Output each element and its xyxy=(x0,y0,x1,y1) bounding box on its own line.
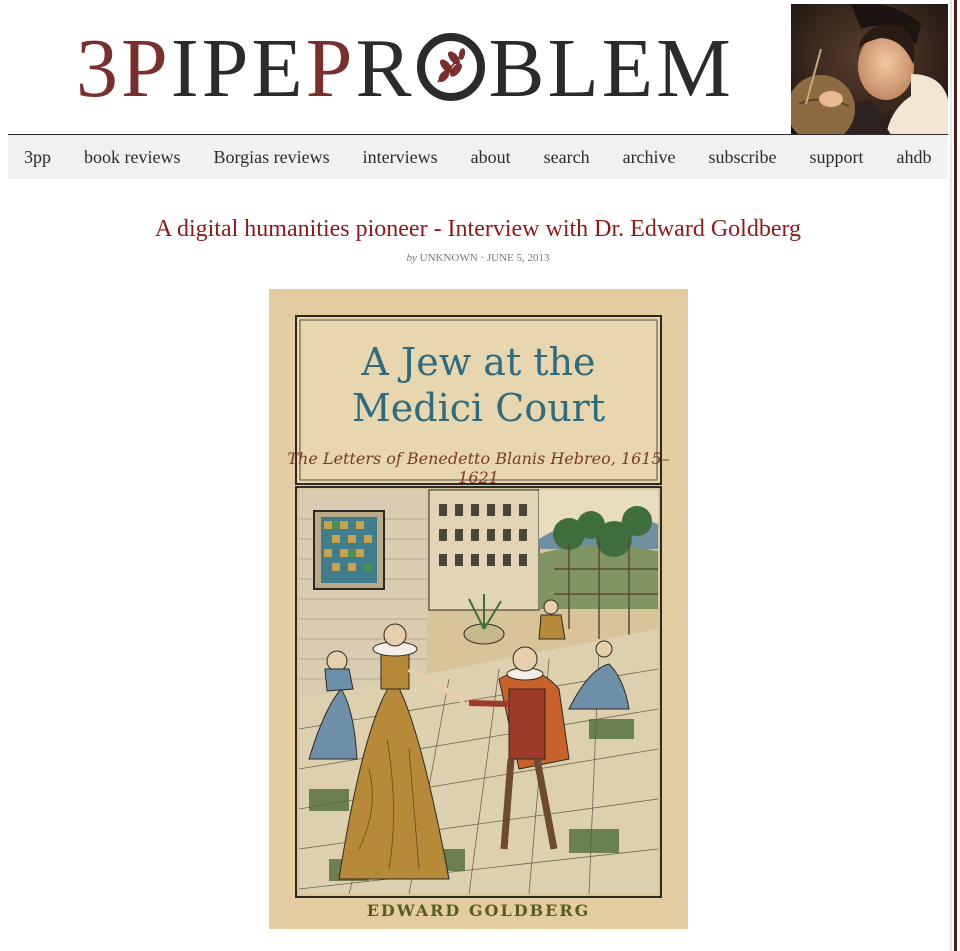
cover-title xyxy=(269,339,688,431)
byline-separator: · xyxy=(480,252,485,264)
logo-text-r: R xyxy=(355,22,415,115)
byline-author[interactable]: UNKNOWN xyxy=(419,252,478,264)
logo-text-ipe: IPE xyxy=(170,22,306,115)
nav-item-search[interactable]: search xyxy=(543,147,590,167)
article-title[interactable]: A digital humanities pioneer - Interview with Dr. Edward Goldberg xyxy=(154,216,802,242)
masthead xyxy=(8,4,948,135)
cover-title-line2: Medici Court xyxy=(351,386,606,430)
nav-item-book-reviews[interactable]: book reviews xyxy=(84,147,181,167)
cover-title-line1: A Jew at the xyxy=(361,340,596,384)
logo-text-blem: BLEM xyxy=(488,22,734,115)
nav-item-interviews[interactable]: interviews xyxy=(362,147,438,167)
nav-item-borgias-reviews[interactable]: Borgias reviews xyxy=(213,147,330,167)
article-byline xyxy=(0,252,956,264)
byline-prefix: by xyxy=(406,252,417,264)
page-edge-shadow xyxy=(950,0,952,951)
logo-text-3p: 3P xyxy=(76,22,171,115)
site-logo[interactable] xyxy=(76,24,734,114)
nav-item-subscribe[interactable]: subscribe xyxy=(708,147,777,167)
cover-author: EDWARD GOLDBERG xyxy=(366,901,591,920)
masthead-portrait-image xyxy=(791,4,948,135)
nav-item-3pp[interactable]: 3pp xyxy=(24,147,51,167)
book-cover-image xyxy=(269,289,688,929)
nav-item-support[interactable]: support xyxy=(809,147,864,167)
byline-date: JUNE 5, 2013 xyxy=(486,252,550,264)
page-edge-rule xyxy=(954,0,957,951)
nav-item-archive[interactable]: archive xyxy=(622,147,676,167)
main-nav xyxy=(8,135,948,179)
nav-item-about[interactable]: about xyxy=(470,147,511,167)
cover-subtitle: The Letters of Benedetto Blanis Hebreo, 1615–1621 xyxy=(287,449,670,487)
logo-leaf-emblem-icon xyxy=(416,32,486,102)
logo-text-p: P xyxy=(305,22,356,115)
nav-item-ahdb[interactable]: ahdb xyxy=(896,147,932,167)
